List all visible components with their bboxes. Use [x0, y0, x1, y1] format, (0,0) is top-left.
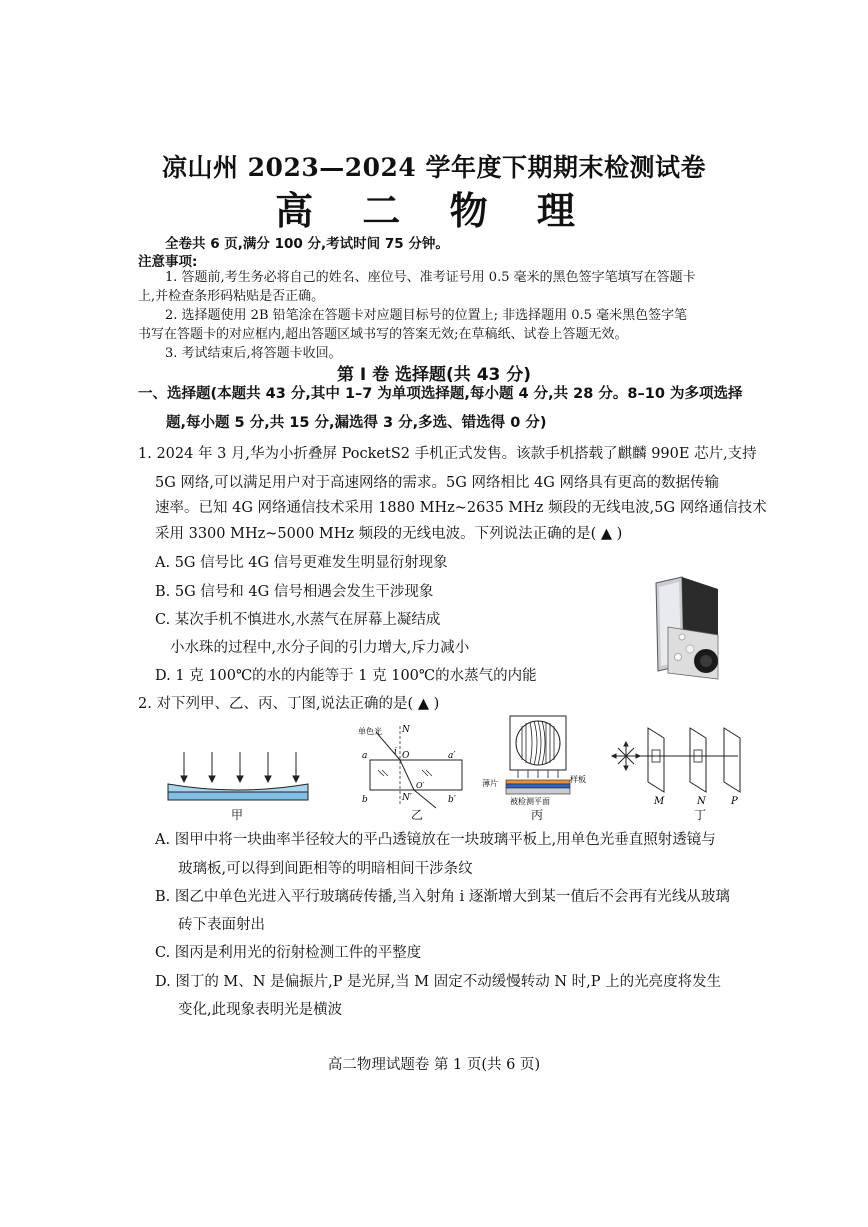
q1-option-b: B. 5G 信号和 4G 信号相遇会发生干涉现象 — [155, 584, 434, 600]
label-n: N — [697, 796, 706, 806]
label-b: b — [362, 795, 368, 805]
figure-yi — [356, 722, 476, 810]
q2-option-b: B. 图乙中单色光进入平行玻璃砖传播,当入射角 i 逐渐增大到某一值后不会再有光线从玻璃 — [155, 889, 730, 905]
note-line: 3. 考试结束后,将答题卡收回。 — [165, 346, 342, 361]
q2-option-b-cont: 砖下表面射出 — [178, 917, 265, 933]
section-heading: 第 Ⅰ 卷 选择题(共 43 分) — [336, 365, 532, 385]
section-desc: 一、选择题(本题共 43 分,其中 1–7 为单项选择题,每小题 4 分,共 28 分。8–10 为多项选择 — [138, 386, 743, 402]
label-o: O — [402, 751, 410, 761]
q2-option-c: C. 图丙是利用光的衍射检测工件的平整度 — [155, 945, 422, 961]
foldable-phone-image — [638, 575, 726, 687]
q2-option-d: D. 图丁的 M、N 是偏振片,P 是光屏,当 M 固定不动缓慢转动 N 时,P 上的光亮度将发生 — [155, 974, 722, 990]
exam-meta: 全卷共 6 页,满分 100 分,考试时间 75 分钟。 — [165, 236, 449, 252]
q2-option-d-cont: 变化,此现象表明光是横波 — [178, 1002, 343, 1018]
label-thin-sheet: 薄片 — [482, 779, 498, 788]
label-i: i — [394, 747, 397, 757]
q1-option-a: A. 5G 信号比 4G 信号更难发生明显衍射现象 — [155, 555, 448, 571]
label-p: P — [731, 796, 738, 806]
note-line: 书写在答题卡的对应框内,超出答题区域书写的答案无效;在草稿纸、试卷上答题无效。 — [138, 327, 628, 342]
figure-caption: 甲 — [230, 808, 243, 822]
figure-caption: 乙 — [410, 808, 423, 822]
exam-title: 凉山州 2023—2024 学年度下期期末检测试卷 — [161, 153, 707, 182]
q1-option-c-cont: 小水珠的过程中,水分子间的引力增大,斥力减小 — [170, 640, 470, 656]
q1-option-c: C. 某次手机不慎进水,水蒸气在屏幕上凝结成 — [155, 612, 441, 628]
q2-option-a-cont: 玻璃板,可以得到间距相等的明暗相间干涉条纹 — [178, 861, 473, 877]
figure-bing — [478, 712, 598, 808]
figure-caption: 丙 — [530, 808, 543, 822]
label-a2: a′ — [448, 751, 456, 761]
label-light: 单色光 — [358, 727, 382, 736]
figure-jia — [162, 748, 312, 808]
q1-option-d: D. 1 克 100℃的水的内能等于 1 克 100℃的水蒸气的内能 — [155, 668, 537, 684]
label-sample: 样板 — [570, 775, 586, 784]
figure-ding — [606, 716, 752, 806]
label-a: a — [362, 751, 368, 761]
note-line: 2. 选择题使用 2B 铅笔涂在答题卡对应题目标号的位置上; 非选择题用 0.5 毫米黑色签字笔 — [165, 308, 688, 323]
q1-stem-line: 1. 2024 年 3 月,华为小折叠屏 PocketS2 手机正式发售。该款手机搭载了麒麟 990E 芯片,支持 — [138, 446, 757, 462]
label-m: M — [654, 796, 665, 806]
q1-stem-line: 5G 网络,可以满足用户对于高速网络的需求。5G 网络相比 4G 网络具有更高的数据传输 — [155, 475, 719, 491]
notice-heading: 注意事项: — [138, 254, 198, 270]
label-n: N — [402, 725, 410, 735]
label-plane: 被检测平面 — [510, 797, 550, 806]
label-n2: N′ — [402, 793, 412, 803]
note-line: 1. 答题前,考生务必将自己的姓名、座位号、准考证号用 0.5 毫米的黑色签字笔填写在答题卡 — [165, 270, 696, 285]
q1-stem-line: 速率。已知 4G 网络通信技术采用 1880 MHz~2635 MHz 频段的无线电波,5G 网络通信技术 — [155, 500, 767, 516]
page-footer: 高二物理试题卷 第 1 页(共 6 页) — [327, 1057, 541, 1073]
q1-stem-line: 采用 3300 MHz~5000 MHz 频段的无线电波。下列说法正确的是( ▲ ) — [155, 526, 623, 542]
figure-caption: 丁 — [693, 808, 706, 822]
label-b2: b′ — [448, 795, 456, 805]
section-desc: 题,每小题 5 分,共 15 分,漏选得 3 分,多选、错选得 0 分) — [166, 415, 547, 431]
q2-option-a: A. 图甲中将一块曲率半径较大的平凸透镜放在一块玻璃平板上,用单色光垂直照射透镜与 — [155, 832, 716, 848]
subject-title: 高 二 物 理 — [275, 188, 593, 233]
note-line: 上,并检查条形码粘贴是否正确。 — [138, 289, 325, 304]
label-o2: O′ — [416, 781, 425, 790]
q2-stem: 2. 对下列甲、乙、丙、丁图,说法正确的是( ▲ ) — [138, 696, 440, 712]
